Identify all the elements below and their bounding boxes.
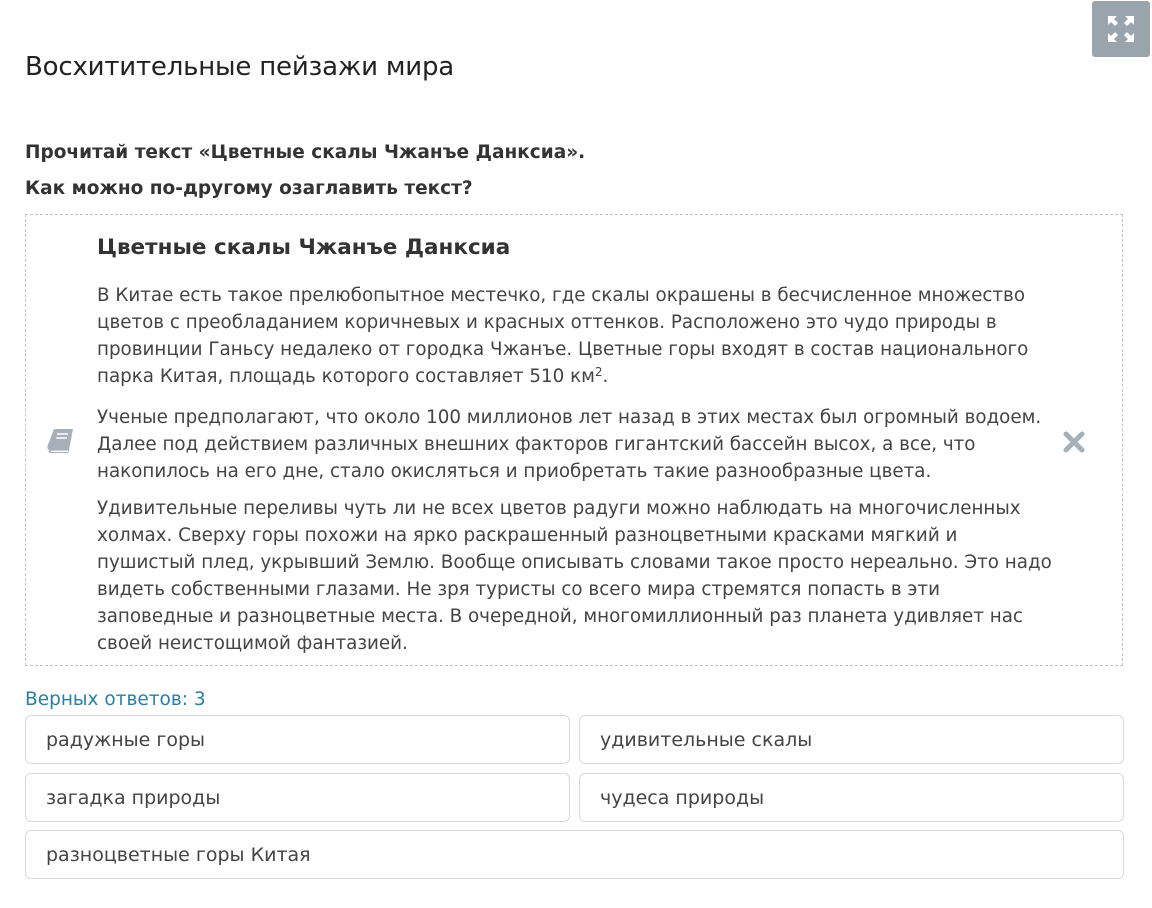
page-title: Восхитительные пейзажи мира — [25, 52, 455, 82]
correct-answers-count: Верных ответов: 3 — [25, 689, 206, 710]
task-instruction: Прочитай текст «Цветные скалы Чжанъе Данксиа». — [25, 142, 586, 163]
expand-arrows-icon — [1106, 14, 1136, 44]
answer-option[interactable]: радужные горы — [25, 715, 570, 764]
answer-option[interactable]: разноцветные горы Китая — [25, 830, 1124, 879]
book-icon — [46, 428, 76, 460]
answer-option[interactable]: загадка природы — [25, 773, 570, 822]
expand-button[interactable] — [1092, 1, 1150, 57]
task-question: Как можно по-другому озаглавить текст? — [25, 178, 473, 199]
reading-text-panel — [25, 214, 1123, 666]
answer-option[interactable]: удивительные скалы — [579, 715, 1124, 764]
close-x-icon[interactable] — [1063, 431, 1085, 457]
reading-paragraph: Удивительные переливы чуть ли не всех цветов радуги можно наблюдать на многочисленных холмах. Сверху горы похожи на ярко раскрашенный разноцветными красками мягкий и пушистый плед, укрывший Землю. Вообще описывать словами такое просто нереально. Это надо видеть собственными глазами. Не зря туристы со всего мира стремятся попасть в эти заповедные и разноцветные места. В очередной, многомиллионный раз планета удивляет нас своей неистощимой фантазией. — [97, 498, 1052, 654]
reading-title: Цветные скалы Чжанъе Данксиа — [97, 235, 511, 260]
reading-paragraph: В Китае есть такое прелюбопытное местечко, где скалы окрашены в бесчисленное множество цветов с преобладанием коричневых и красных оттенков. Расположено это чудо природы в провинции Ганьсу недалеко от городка Чжанъе. Цветные горы входят в состав национального парка Китая, площадь которого составляет 510 $км^2$. — [97, 285, 1029, 387]
answer-option[interactable]: чудеса природы — [579, 773, 1124, 822]
reading-paragraph: Ученые предполагают, что около 100 миллионов лет назад в этих местах был огромный водоем. Далее под действием различных внешних факторов гигантский бассейн высох, а все, что накопилось на его дне, стало окисляться и приобретать такие разнообразные цвета. — [97, 407, 1042, 482]
